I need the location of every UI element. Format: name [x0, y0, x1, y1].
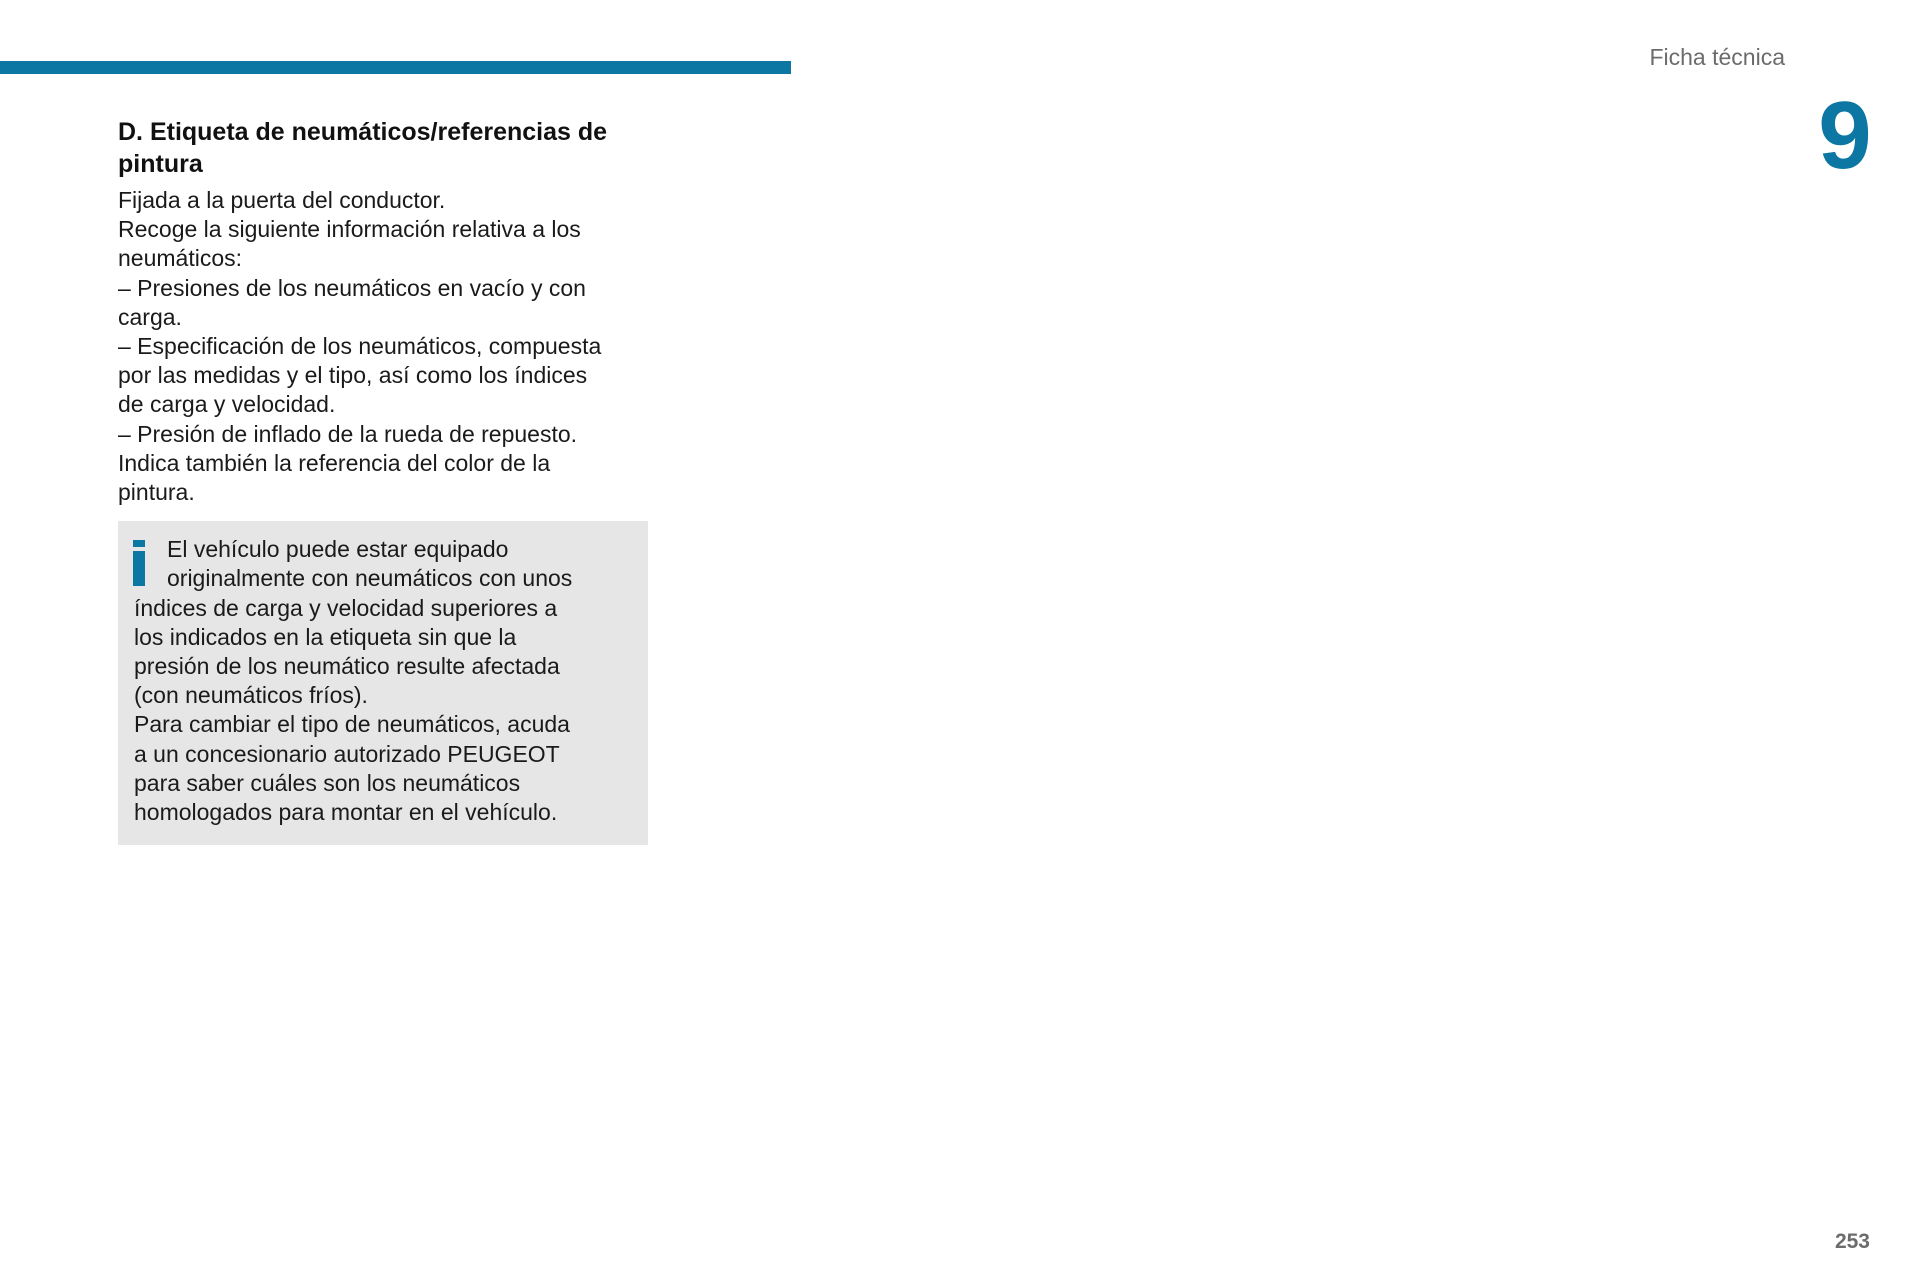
body-line: pintura.	[118, 479, 195, 506]
body-line: Indica también la referencia del color de la	[118, 449, 551, 476]
body-line: neumáticos:	[118, 245, 243, 272]
heading-line: D. Etiqueta de neumáticos/referencias de	[118, 118, 608, 146]
info-line: Para cambiar el tipo de neumáticos, acuda	[134, 711, 570, 738]
info-line: los indicados en la etiqueta sin que la	[134, 623, 517, 650]
body-line: por las medidas y el tipo, así como los índices	[118, 362, 588, 389]
heading-line: pintura	[118, 150, 203, 178]
info-line: a un concesionario autorizado PEUGEOT	[134, 740, 560, 767]
info-line: originalmente con neumáticos con unos	[167, 565, 573, 592]
header-accent-bar	[0, 61, 791, 74]
body-text	[118, 186, 648, 507]
chapter-number: 9	[1818, 82, 1872, 189]
main-content	[118, 116, 648, 845]
info-note-box	[118, 521, 648, 845]
body-line: Fijada a la puerta del conductor.	[118, 187, 446, 213]
body-line: carga.	[118, 303, 182, 330]
body-line: Recoge la siguiente información relativa a los	[118, 216, 581, 243]
body-line: – Especificación de los neumáticos, compuesta	[118, 333, 602, 360]
info-line: para saber cuáles son los neumáticos	[134, 769, 521, 796]
body-line: – Presiones de los neumáticos en vacío y con	[118, 274, 586, 301]
info-line: homologados para montar en el vehículo.	[134, 799, 558, 826]
info-line: (con neumáticos fríos).	[134, 682, 368, 709]
body-line: de carga y velocidad.	[118, 391, 336, 418]
section-heading	[118, 116, 648, 180]
info-line: presión de los neumático resulte afectada	[134, 653, 560, 680]
info-line: índices de carga y velocidad superiores a	[134, 594, 558, 621]
page-number: 253	[1834, 1230, 1870, 1253]
info-icon	[133, 540, 145, 586]
section-title: Ficha técnica	[1649, 44, 1785, 70]
body-line: – Presión de inflado de la rueda de repuesto.	[118, 420, 578, 447]
info-line: El vehículo puede estar equipado	[167, 536, 509, 563]
